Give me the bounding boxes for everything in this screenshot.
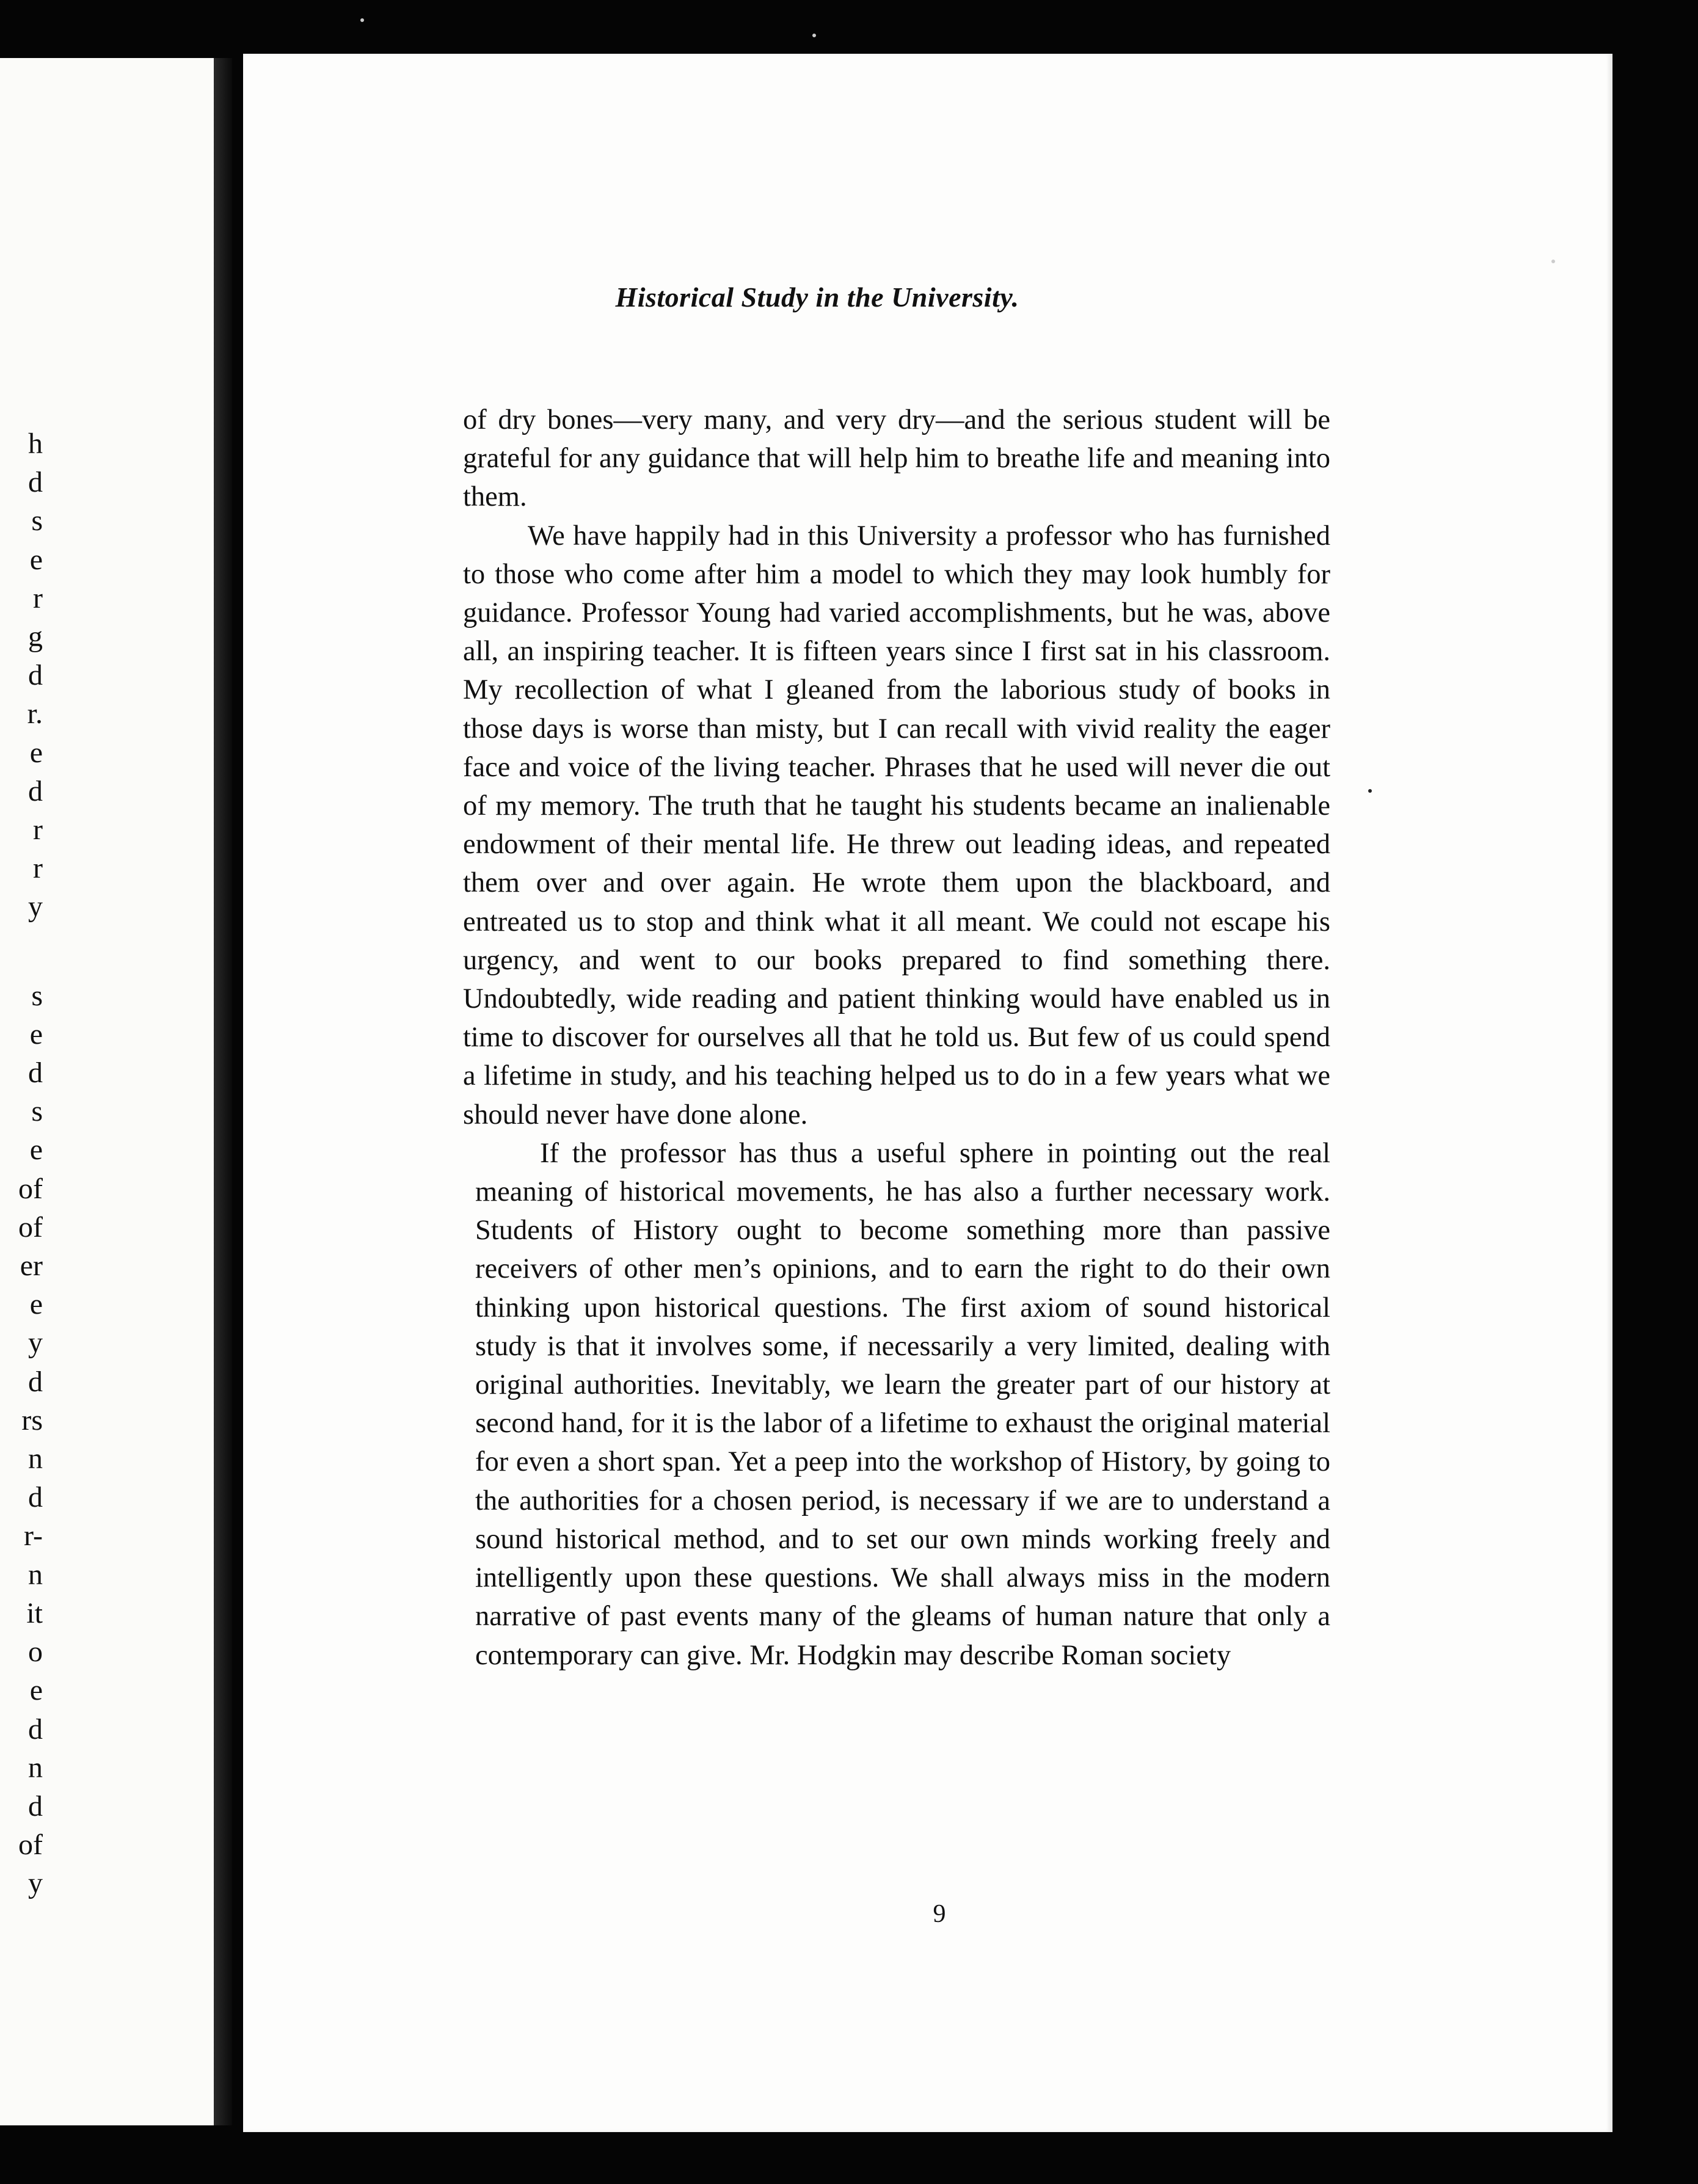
page-number: 9 bbox=[933, 1900, 946, 1928]
fragment-letter: s bbox=[31, 1095, 43, 1128]
paragraph-3: If the professor has thus a useful sphere in pointing out the real meaning of historical movements, he has also a further necessary work. Students of History ought to become something more than passive receivers of other men’s opinions, and to earn the right to do their own thinking upon historical questions. The first axiom of sound historical study is that it involves some, if necessarily a very limited, dealing with original authorities. Inevitably, we learn the greater part of our history at second hand, for it is the labor of a lifetime to exhaust the original material for even a short span. Yet a peep into the workshop of History, by going to the authorities for a chosen period, is necessary if we are to understand a sound historical method, and to set our own minds working freely and intelligently upon these questions. We shall always miss in the modern narrative of past events many of the gleams of human nature that only a contemporary can give. Mr. Hodgkin may describe Roman society bbox=[475, 1137, 1330, 1671]
fragment-letter: d bbox=[28, 1713, 43, 1745]
fragment-letter: r bbox=[33, 581, 43, 614]
running-head: Historical Study in the University. bbox=[615, 282, 1019, 313]
fragment-letter: d bbox=[28, 1789, 43, 1822]
fragment-letter: r. bbox=[27, 697, 43, 730]
fragment-group-top bbox=[0, 424, 43, 926]
fragment-letter: e bbox=[29, 1674, 43, 1707]
fragment-letter: of bbox=[18, 1829, 43, 1862]
paragraph-1: of dry bones—very many, and very dry—and the serious student will be grateful for any guidance that will help him to breathe life and meaning into them. bbox=[463, 404, 1330, 513]
fragment-letter: e bbox=[29, 736, 43, 769]
fragment-letter: e bbox=[29, 543, 43, 576]
book-gutter bbox=[214, 58, 232, 2125]
fragment-letter: h bbox=[28, 428, 43, 460]
facing-page-left bbox=[0, 58, 214, 2125]
fragment-letter: s bbox=[31, 979, 43, 1012]
fragment-letter: o bbox=[28, 1636, 43, 1669]
scan-speck bbox=[360, 18, 364, 22]
fragment-letter: n bbox=[28, 1751, 43, 1784]
fragment-letter: e bbox=[29, 1134, 43, 1167]
body-text bbox=[463, 401, 1330, 1675]
fragment-letter: g bbox=[28, 621, 43, 653]
fragment-letter: y bbox=[28, 1867, 43, 1900]
fragment-letter: s bbox=[31, 504, 43, 537]
fragment-letter: d bbox=[28, 774, 43, 807]
fragment-letter: rs bbox=[21, 1403, 43, 1436]
fragment-letter: er bbox=[20, 1250, 43, 1283]
fragment-letter: y bbox=[28, 1327, 43, 1360]
fragment-letter: of bbox=[18, 1172, 43, 1205]
fragment-letter: d bbox=[28, 1057, 43, 1090]
fragment-letter: of bbox=[18, 1210, 43, 1243]
fragment-group-bottom bbox=[0, 977, 43, 1903]
fragment-letter: r bbox=[33, 814, 43, 846]
page bbox=[243, 54, 1612, 2132]
fragment-letter: it bbox=[26, 1596, 43, 1629]
scan-speck bbox=[1368, 789, 1372, 793]
fragment-letter: d bbox=[28, 466, 43, 499]
fragment-letter: n bbox=[28, 1558, 43, 1591]
facing-page-text-fragments bbox=[0, 424, 43, 1903]
scan-speck bbox=[1551, 260, 1555, 263]
fragment-letter: y bbox=[28, 890, 43, 923]
fragment-letter: n bbox=[28, 1443, 43, 1476]
fragment-letter: r bbox=[33, 852, 43, 885]
fragment-letter: e bbox=[29, 1017, 43, 1050]
paragraph-2: We have happily had in this University a professor who has furnished to those who come after him a model to which they may look humbly for guidance. Professor Young had varied accomplishments, but he was, above all, an inspiring teacher. It is fifteen years since I first sat in his classroom. My recollection of what I gleaned from the laborious study of books in those days is worse than misty, but I can recall with vivid reality the eager face and voice of the living teacher. Phrases that he used will never die out of my memory. The truth that he taught his students became an inalienable endowment of their mental life. He threw out leading ideas, and repeated them over and over again. He wrote them upon the blackboard, and entreated us to stop and think what it all meant. We could not escape his urgency, and went to our books prepared to find something there. Undoubtedly, wide reading and patient thinking would have enabled us in time to discover for ourselves all that he told us. But few of us could spend a lifetime in study, and his teaching helped us to do in a few years what we should never have done alone. bbox=[463, 520, 1330, 1130]
fragment-letter: e bbox=[29, 1288, 43, 1321]
fragment-letter: d bbox=[28, 659, 43, 692]
fragment-letter: d bbox=[28, 1481, 43, 1514]
fragment-letter: d bbox=[28, 1365, 43, 1398]
fragment-letter: r- bbox=[23, 1520, 43, 1552]
scan-speck bbox=[812, 34, 816, 37]
